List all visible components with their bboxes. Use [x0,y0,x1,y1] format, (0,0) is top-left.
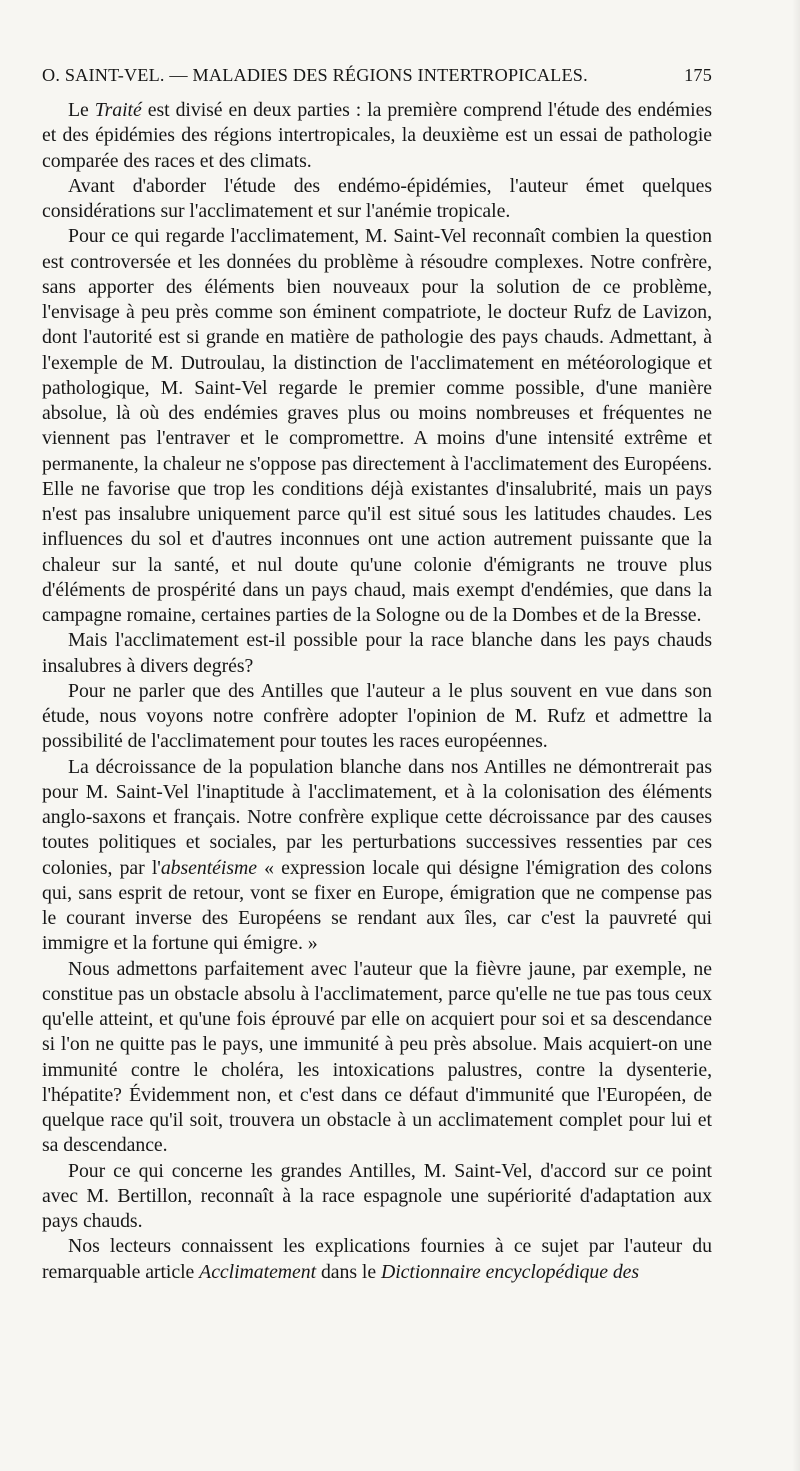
paragraph-6 [42,755,712,957]
paragraph-3: Pour ce qui regarde l'acclimatement, M. Saint-Vel reconnaît combien la question est controversée et les données du problème à résoudre complexes. Notre confrère, sans apporter des éléments bien nouveaux pour la solution de ce problème, l'envisage à peu près comme son éminent compatriote, le docteur Rufz de Lavizon, dont l'autorité est si grande en matière de pathologie des pays chauds. Admettant, à l'exemple de M. Dutroulau, la distinction de l'acclimatement en météorologique et pathologique, M. Saint-Vel regarde le premier comme possible, d'une manière absolue, là où des endémies graves plus ou moins nombreuses et fréquentes ne viennent pas l'entraver et le compromettre. A moins d'une intensité extrême et permanente, la chaleur ne s'oppose pas directement à l'acclimatement des Européens. Elle ne favorise que trop les conditions déjà existantes d'insalubrité, mais un pays n'est pas insalubre uniquement parce qu'il est situé sous les latitudes chaudes. Les influences du sol et d'autres inconnues ont une action autrement puissante que la chaleur sur la santé, et nul doute qu'une colonie d'émigrants ne trouve plus d'éléments de prospérité dans un pays chaud, mais exempt d'endémies, que dans la campagne romaine, certaines parties de la Sologne ou de la Dombes et de la Bresse. [42,225,712,626]
paragraph-1-italic: Traité [94,99,142,121]
paragraph-6-text-a: La décroissance de la population blanche dans nos Antilles ne démontrerait pas pour M. Saint-Vel l'inaptitude à l'acclimatement, et à la colonisation des éléments anglo-saxons et français. Notre confrère explique cette décroissance par des causes toutes politiques et sociales, par les perturbations successives ressenties par ces colonies, par l' [42,755,712,879]
paragraph-9-italic-b: Dictionnaire encyclopédique des [380,1260,640,1283]
body-text [42,98,712,1285]
running-head [42,58,712,92]
running-head-title: O. SAINT-VEL. — MALADIES DES RÉGIONS INTERTROPICALES. [42,65,588,85]
page-content [42,58,712,1285]
paragraph-7: Nous admettons parfaitement avec l'auteur que la fièvre jaune, par exemple, ne constitue pas un obstacle absolu à l'acclimatement, parce qu'elle ne tue pas tous ceux qu'elle atteint, et qu'une fois éprouvé par elle on acquiert pour soi et sa descendance si l'on ne quitte pas le pays, une immunité à peu près absolue. Mais acquiert-on une immunité contre le choléra, les intoxications palustres, contre la dysenterie, l'hépatite? Évidemment non, et c'est dans ce défaut d'immunité que l'Européen, de quelque race qu'il soit, trouvera un obstacle à un acclimatement complet pour lui et sa descendance. [42,957,712,1157]
paragraph-9 [42,1234,712,1285]
paragraph-9-italic-a: Acclimatement [199,1260,317,1283]
paragraph-1 [42,98,712,174]
paragraph-2: Avant d'aborder l'étude des endémo-épidémies, l'auteur émet quelques considérations sur l'acclimatement et sur l'anémie tropicale. [42,174,712,222]
paragraph-1-text-a: Le [68,99,95,121]
page-number: 175 [684,65,712,85]
paragraph-4: Mais l'acclimatement est-il possible pour la race blanche dans les pays chauds insalubres à divers degrés? [42,629,712,677]
paragraph-8: Pour ce qui concerne les grandes Antilles, M. Saint-Vel, d'accord sur ce point avec M. Bertillon, reconnaît à la race espagnole une supériorité d'adaptation aux pays chauds. [42,1159,712,1232]
paragraph-1-text-b: est divisé en deux parties : la première comprend l'étude des endémies et des épidémies des régions intertropicales, la deuxième est un essai de pathologie comparée des races et des climats. [42,99,712,172]
paragraph-5: Pour ne parler que des Antilles que l'auteur a le plus souvent en vue dans son étude, nous voyons notre confrère adopter l'opinion de M. Rufz et admettre la possibilité de l'acclimatement pour toutes les races européennes. [42,679,712,753]
paragraph-9-text-b: dans le [316,1260,381,1283]
paragraph-9-text-a: Nos lecteurs connaissent les explications fournies à ce sujet par l'auteur du remarquable article [42,1235,712,1283]
paragraph-6-italic: absentéisme [160,856,257,879]
page-edge-shadow [792,0,800,1471]
paragraph-6-text-b: « expression locale qui désigne l'émigration des colons qui, sans esprit de retour, vont se fixer en Europe, émigration que ne compense pas le courant inverse des Européens se rendant aux îles, car c'est la pauvreté qui immigre et la fortune qui émigre. » [42,856,713,955]
